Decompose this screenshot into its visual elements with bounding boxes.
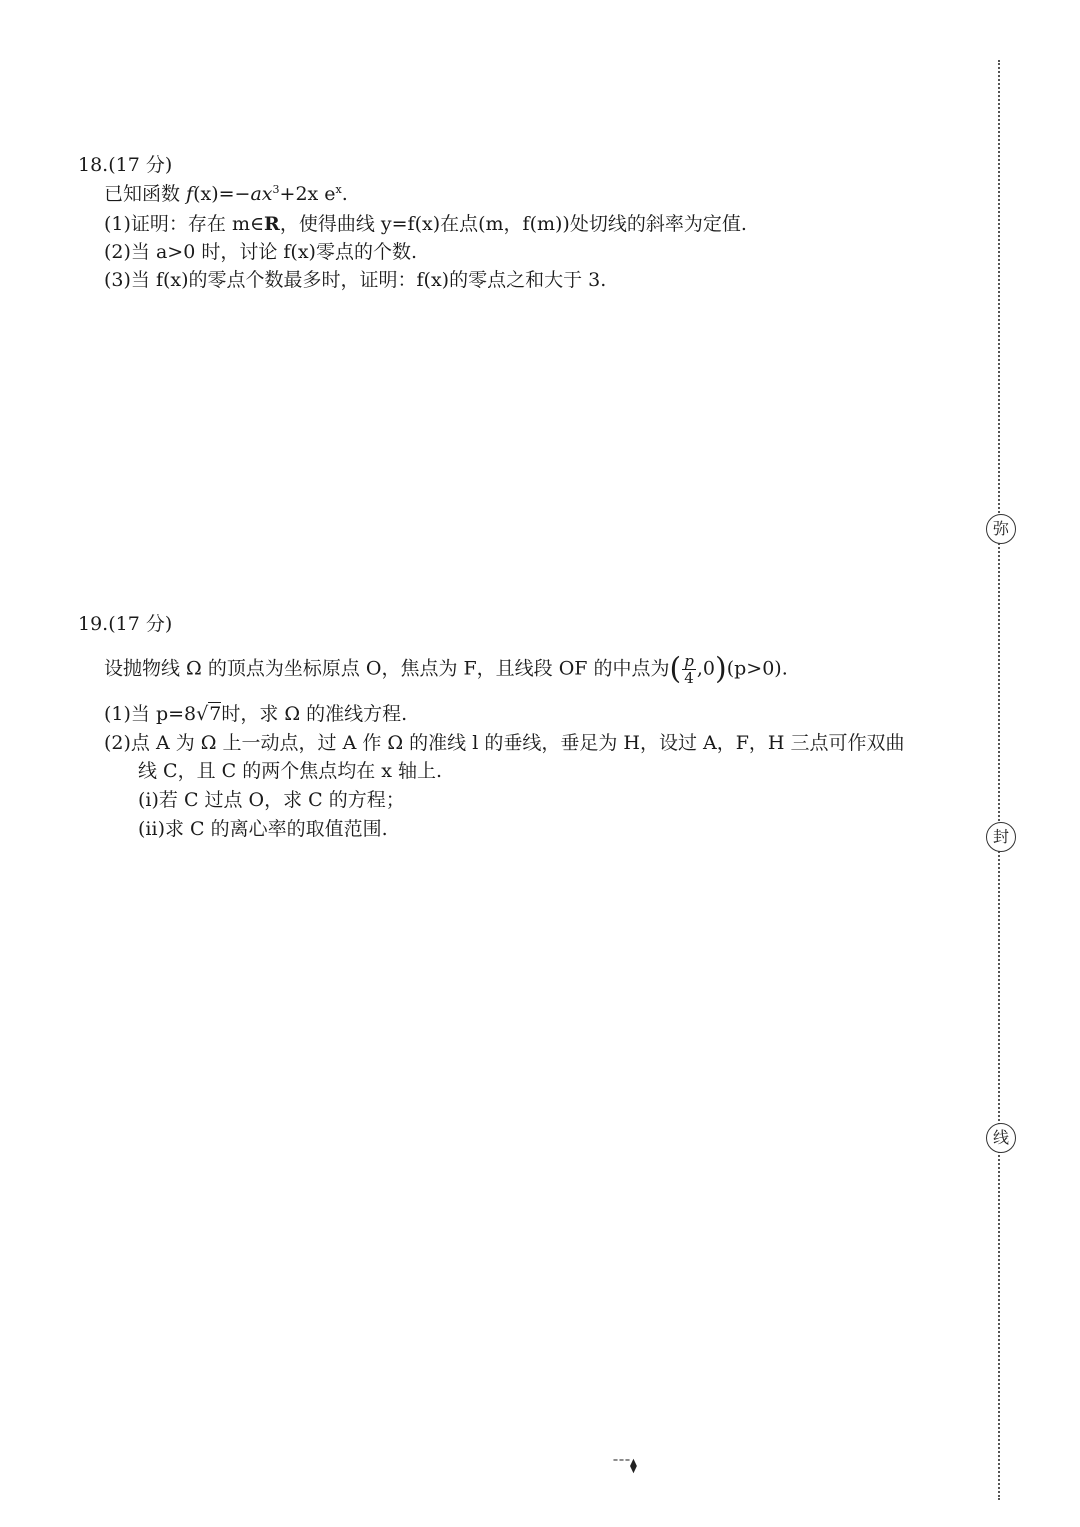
q19-part2-line2: 线 C，且 C 的两个焦点均在 x 轴上. <box>138 760 443 782</box>
fraction-p-over-4: $\frac{p}{4}$ <box>684 652 694 687</box>
q18-part1: (1)证明：存在 m∈R，使得曲线 y=f(x)在点(m，f(m))处切线的斜率为定值. <box>104 213 747 235</box>
seal-mark-xian: 线 <box>986 1123 1016 1153</box>
q18-part2: (2)当 a>0 时，讨论 f(x)零点的个数. <box>104 241 417 263</box>
q19-part2-line1: (2)点 A 为 Ω 上一动点，过 A 作 Ω 的准线 l 的垂线，垂足为 H，设过 A，F，H 三点可作双曲 <box>104 732 905 754</box>
q18-part3: (3)当 f(x)的零点个数最多时，证明：f(x)的零点之和大于 3. <box>104 269 607 291</box>
seal-mark-feng: 封 <box>986 822 1016 852</box>
binding-dotted-line <box>998 60 1000 1500</box>
q19-intro: 设抛物线 Ω 的顶点为坐标原点 O，焦点为 F，且线段 OF 的中点为( $\frac{p}{4}$ ,0)(p>0). <box>104 651 788 687</box>
q18-function: 已知函数 $f(x)=-ax^3+2x$ $e^x$. <box>104 183 348 205</box>
seal-mark-mi: 弥 <box>986 514 1016 544</box>
q18-heading: 18.(17 分) <box>78 154 173 176</box>
q19-part1: (1)当 p=8√7时，求 Ω 的准线方程. <box>104 703 408 725</box>
q19-part2-ii: (ⅱ)求 C 的离心率的取值范围. <box>138 818 388 840</box>
page-footer-mark: ˉˉˉ⧫ <box>612 1458 636 1474</box>
q19-part2-i: (ⅰ)若 C 过点 O，求 C 的方程； <box>138 789 405 811</box>
q19-heading: 19.(17 分) <box>78 613 173 635</box>
